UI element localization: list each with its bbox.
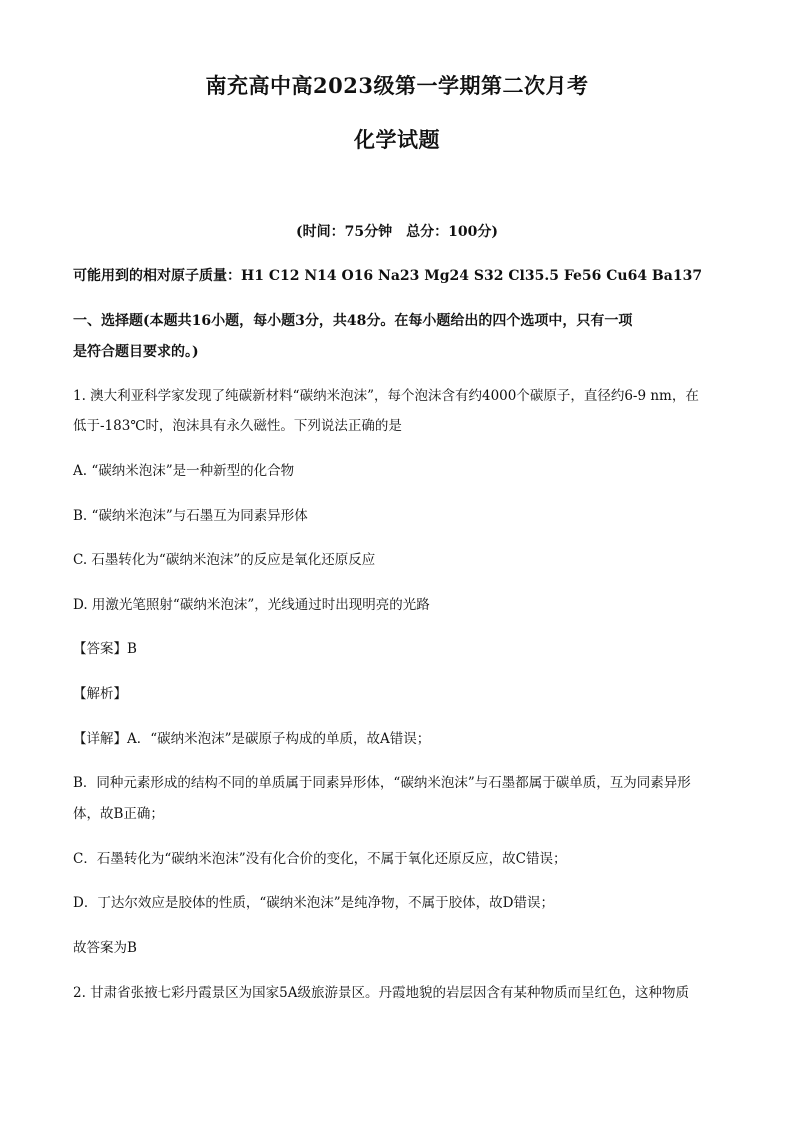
q1-option-a: A. “碳纳米泡沫”是一种新型的化合物: [73, 463, 295, 479]
atomic-masses: 可能用到的相对原子质量：H1 C12 N14 O16 Na23 Mg24 S32 Cl35.5 Fe56 Cu64 Ba137: [73, 268, 703, 284]
q1-detail-d: D．丁达尔效应是胶体的性质，“碳纳米泡沫”是纯净物，不属于胶体，故D错误；: [73, 895, 554, 911]
q1-detail-b-line1: B．同种元素形成的结构不同的单质属于同素异形体，“碳纳米泡沫”与石墨都属于碳单质，互为同素异形: [73, 775, 691, 791]
exam-title: 南充高中高2023级第一学期第二次月考: [205, 73, 589, 98]
detail-a-text: A．“碳纳米泡沫”是碳原子构成的单质，故A错误；: [127, 731, 431, 747]
q1-stem-line2: 低于-183℃时，泡沫具有永久磁性。下列说法正确的是: [73, 418, 402, 434]
q1-stem-line1: 1. 澳大利亚科学家发现了纯碳新材料“碳纳米泡沫”，每个泡沫含有约4000个碳原子，直径约6-9 nm，在: [73, 388, 699, 404]
q1-detail-a: [73, 729, 723, 749]
q1-answer: [73, 639, 723, 659]
section-heading-line1: 一、选择题(本题共16小题，每小题3分，共48分。在每小题给出的四个选项中，只有一项: [73, 313, 633, 329]
answer-value: B: [127, 641, 137, 657]
detail-label: 【详解】: [73, 731, 127, 747]
q1-detail-c: C．石墨转化为“碳纳米泡沫”没有化合价的变化，不属于氧化还原反应，故C错误；: [73, 851, 567, 867]
exam-subtitle: 化学试题: [354, 127, 440, 152]
q1-analysis-label: 【解析】: [73, 686, 127, 702]
q1-option-b: B. “碳纳米泡沫”与石墨互为同素异形体: [73, 508, 308, 524]
q1-option-c: C. 石墨转化为“碳纳米泡沫”的反应是氧化还原反应: [73, 552, 376, 568]
time-score-info: (时间：75分钟 总分：100分): [296, 224, 498, 240]
section-heading-line2: 是符合题目要求的。): [73, 344, 199, 360]
q1-conclusion: 故答案为B: [73, 940, 137, 956]
q1-option-d: D. 用激光笔照射“碳纳米泡沫”，光线通过时出现明亮的光路: [73, 597, 430, 613]
q2-stem-line1: 2. 甘肃省张掖七彩丹霞景区为国家5A级旅游景区。丹霞地貌的岩层因含有某种物质而呈红色，这种物质: [73, 985, 690, 1001]
q1-detail-b-line2: 体，故B正确；: [73, 806, 164, 822]
answer-label: 【答案】: [73, 641, 127, 657]
